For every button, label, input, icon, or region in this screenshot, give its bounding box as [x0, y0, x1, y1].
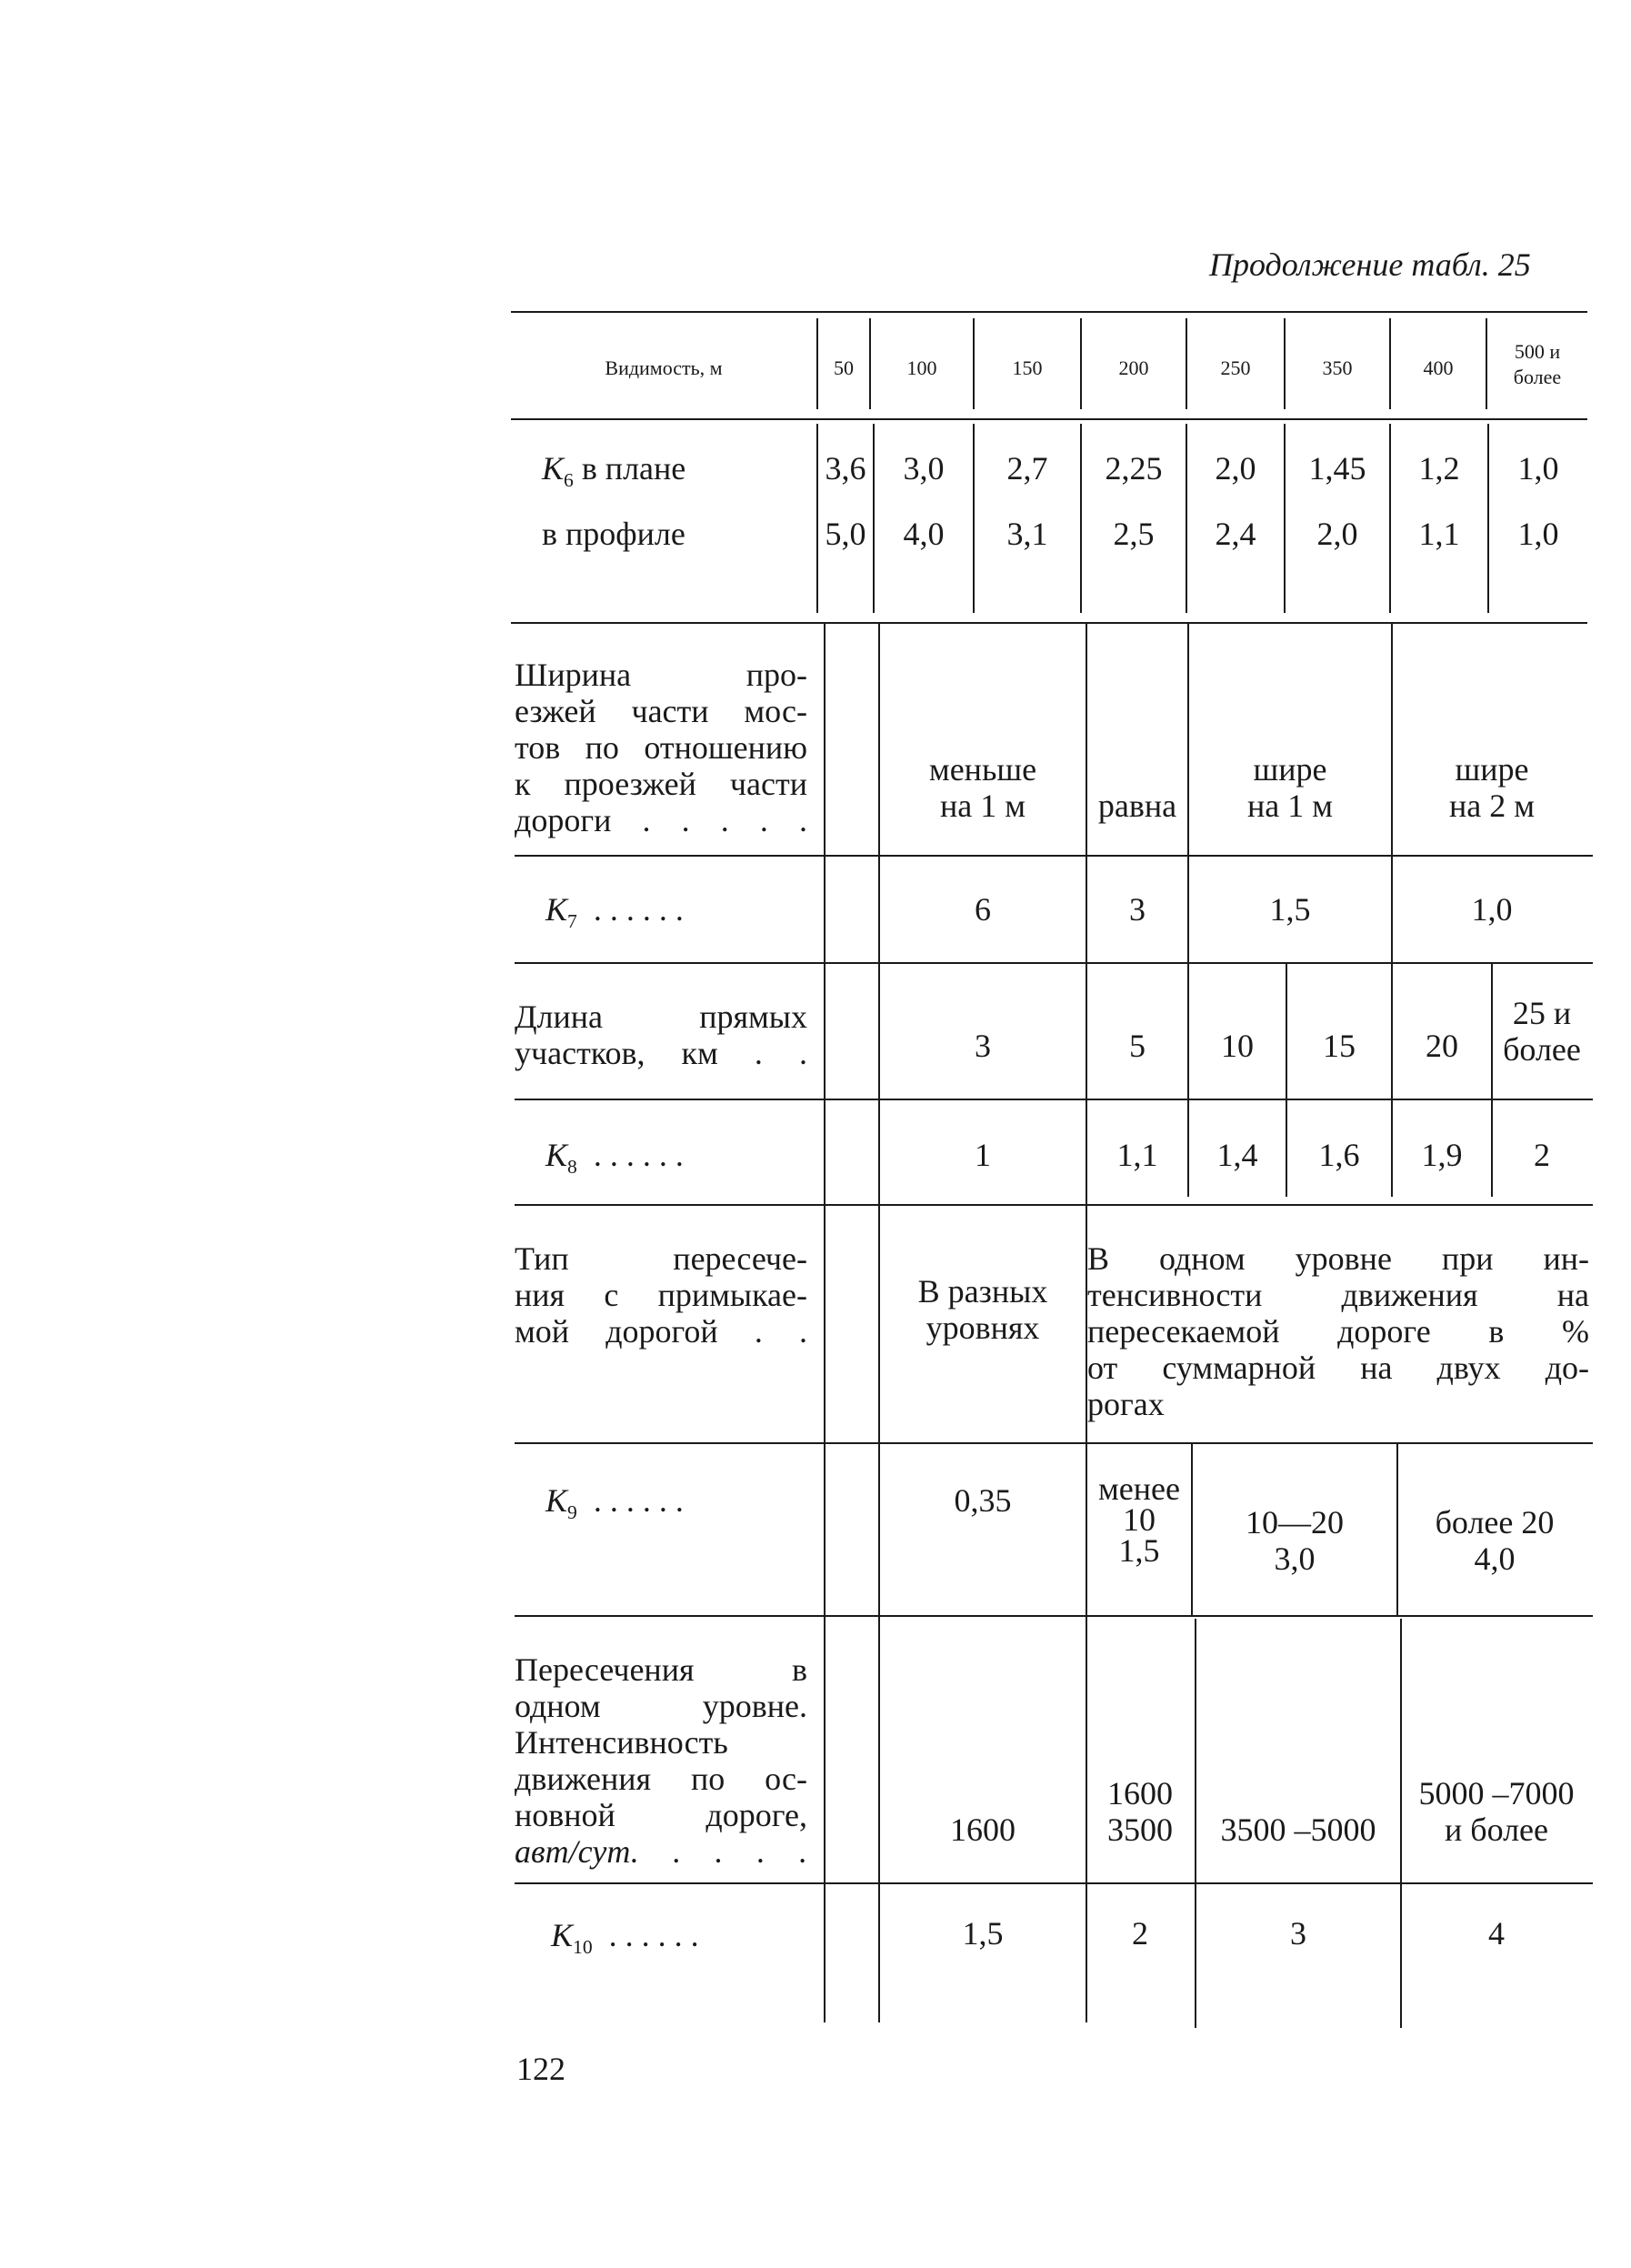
- k10-value: 3: [1290, 1915, 1306, 1952]
- crossing-separate: В разных уровнях: [917, 1273, 1048, 1346]
- header-value: 150: [1012, 356, 1043, 379]
- column-divider: [824, 624, 826, 2022]
- row-rule: [515, 1615, 1593, 1617]
- k6-plan-value: 1,45: [1308, 450, 1366, 487]
- k10-value: 2: [1132, 1915, 1148, 1952]
- k8-value: 1,6: [1318, 1137, 1360, 1173]
- header-value: 500 и: [1514, 340, 1561, 363]
- k8-label: $K_8$ . . . . . .: [545, 1137, 684, 1179]
- k6-label: $K_6$ в плане: [542, 450, 686, 492]
- k7-value: 3: [1129, 891, 1146, 928]
- k6-plan-value: 3,0: [903, 450, 945, 487]
- straight-value: 3: [975, 1028, 991, 1064]
- intersections-label: Пересечения в одном уровне. Интенсивность движения по ос- новной дороге, авт/сут. . . . .: [515, 1651, 807, 1870]
- k10-label: $K_{10}$ . . . . . .: [551, 1917, 699, 1959]
- k6-plan-value: 2,0: [1215, 450, 1256, 487]
- intersections-value: 3500 –5000: [1220, 1811, 1376, 1848]
- crossing-same-level: В одном уровне при ин- тенсивности движения на пересекаемой дороге в % от суммарной на двух до- рогах: [1087, 1240, 1589, 1422]
- k9-label: $K_9$ . . . . . .: [545, 1482, 684, 1524]
- header-value: 400: [1423, 356, 1454, 379]
- k7-value: 6: [975, 891, 991, 928]
- k8-value: 1,9: [1421, 1137, 1463, 1173]
- k9-more: более 20 4,0: [1435, 1504, 1555, 1577]
- straight-value: 15: [1323, 1028, 1356, 1064]
- k6-profile-value: 4,0: [903, 516, 945, 552]
- row-rule: [515, 1204, 1593, 1206]
- straight-value: 20: [1426, 1028, 1458, 1064]
- row-rule: [515, 1882, 1593, 1884]
- intersections-value: 1600: [950, 1811, 1016, 1848]
- k6-profile-value: 2,4: [1215, 516, 1256, 552]
- row-rule: [515, 855, 1593, 857]
- rule-top: [511, 311, 1587, 313]
- row-rule: [515, 1442, 1593, 1444]
- header-value: более: [1513, 366, 1562, 388]
- k6-profile-value: 3,1: [1006, 516, 1048, 552]
- k7-value: 1,5: [1269, 891, 1311, 928]
- k6-profile-label: в профиле: [542, 516, 685, 552]
- straight-value: 10: [1221, 1028, 1254, 1064]
- k8-value: 1,1: [1116, 1137, 1158, 1173]
- k8-value: 2: [1534, 1137, 1550, 1173]
- rule-k6-bottom: [511, 622, 1587, 624]
- intersections-range-1: 1600 3500: [1107, 1775, 1173, 1848]
- k6-profile-value: 2,5: [1113, 516, 1155, 552]
- crossing-type-label: Тип пересече- ния с примыкае- мой дорогой . .: [515, 1240, 807, 1350]
- k7-label: $K_7$ . . . . . .: [545, 891, 684, 933]
- k8-value: 1,4: [1216, 1137, 1258, 1173]
- intersections-range-3: 5000 –7000 и более: [1418, 1775, 1575, 1848]
- header-divider: [1486, 318, 1487, 409]
- header-label: Видимость, м: [605, 356, 723, 379]
- header-value: 350: [1322, 356, 1353, 379]
- bridge-width-label: Ширина про- езжей части мос- тов по отношению к проезжей части дороги . . . . .: [515, 657, 807, 838]
- k6-profile-value: 2,0: [1316, 516, 1358, 552]
- k7-value: 1,0: [1471, 891, 1513, 928]
- k8-value: 1: [975, 1137, 991, 1173]
- k6-profile-value: 1,0: [1517, 516, 1559, 552]
- k6-profile-value: 5,0: [825, 516, 866, 552]
- k9-mid: 10—20 3,0: [1246, 1504, 1344, 1577]
- k6-plan-value: 2,25: [1105, 450, 1163, 487]
- bridge-wider-1: шире на 1 м: [1246, 751, 1334, 824]
- rule-header: [511, 418, 1587, 420]
- bridge-less: меньше на 1 м: [928, 751, 1037, 824]
- header-value: 250: [1220, 356, 1251, 379]
- k6-profile-value: 1,1: [1418, 516, 1460, 552]
- bridge-wider-2: шире на 2 м: [1448, 751, 1536, 824]
- k6-plan-value: 1,0: [1517, 450, 1559, 487]
- straight-value: 5: [1129, 1028, 1146, 1064]
- k6-plan-value: 3,6: [825, 450, 866, 487]
- header-value: 50: [834, 356, 854, 379]
- row-rule: [515, 1099, 1593, 1100]
- straight-value-last: 25 и более: [1503, 995, 1581, 1068]
- table-caption: Продолжение табл. 25: [1209, 246, 1531, 283]
- k6-plan-value: 1,2: [1418, 450, 1460, 487]
- k9-less10: менее 10 1,5: [1098, 1470, 1180, 1569]
- header-value: 100: [906, 356, 937, 379]
- header-value: 200: [1118, 356, 1149, 379]
- straight-length-label: Длина прямых участков, км . .: [515, 999, 807, 1071]
- k9-separate-value: 0,35: [954, 1482, 1012, 1519]
- page-number: 122: [516, 2051, 565, 2087]
- k6-plan-value: 2,7: [1006, 450, 1048, 487]
- k10-value: 1,5: [962, 1915, 1004, 1952]
- bridge-equal: равна: [1097, 788, 1177, 824]
- k10-value: 4: [1488, 1915, 1505, 1952]
- row-rule: [515, 962, 1593, 964]
